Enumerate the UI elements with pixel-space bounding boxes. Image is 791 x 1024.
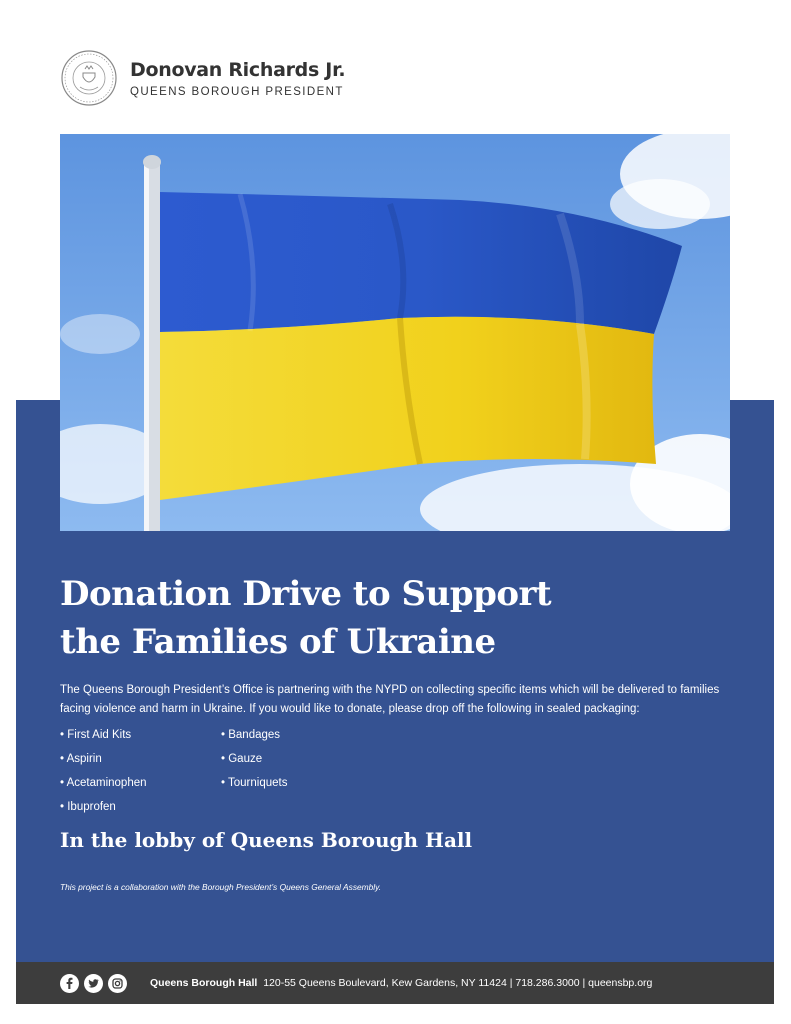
headline-line-2: the Families of Ukraine (60, 622, 496, 662)
instagram-icon[interactable] (108, 974, 127, 993)
headline (60, 570, 720, 666)
list-item: • Aspirin (60, 751, 147, 775)
list-item: • Bandages (221, 727, 287, 751)
list-item: • Gauze (221, 751, 287, 775)
dropoff-location: In the lobby of Queens Borough Hall (60, 828, 473, 852)
ukraine-flag-photo (60, 134, 730, 531)
list-item: • Ibuprofen (60, 799, 147, 823)
list-item: • Acetaminophen (60, 775, 147, 799)
president-name: Donovan Richards Jr. (130, 58, 346, 81)
list-item: • Tourniquets (221, 775, 287, 799)
footer-address: 120-55 Queens Boulevard, Kew Gardens, NY 11424 | 718.286.3000 | queensbp.org (263, 977, 653, 989)
list-item: • First Aid Kits (60, 727, 147, 751)
collaboration-note: This project is a collaboration with the Borough President’s Queens General Assembly. (60, 882, 382, 892)
header (60, 48, 345, 108)
donation-items-left (60, 727, 147, 823)
twitter-icon[interactable] (84, 974, 103, 993)
president-title: QUEENS BOROUGH PRESIDENT (130, 85, 344, 98)
intro-paragraph: The Queens Borough President’s Office is partnering with the NYPD on collecting specific items which will be delivered to families facing violence and harm in Ukraine. If you would like to donate, please drop off the following in sealed packaging: (60, 684, 720, 715)
footer (16, 962, 774, 1004)
social-links (60, 974, 132, 993)
headline-line-1: Donation Drive to Support (60, 574, 552, 614)
facebook-icon[interactable] (60, 974, 79, 993)
footer-venue: Queens Borough Hall (150, 977, 258, 989)
donation-items-right (221, 727, 287, 799)
footer-contact (150, 977, 652, 989)
borough-seal-icon (60, 49, 118, 107)
